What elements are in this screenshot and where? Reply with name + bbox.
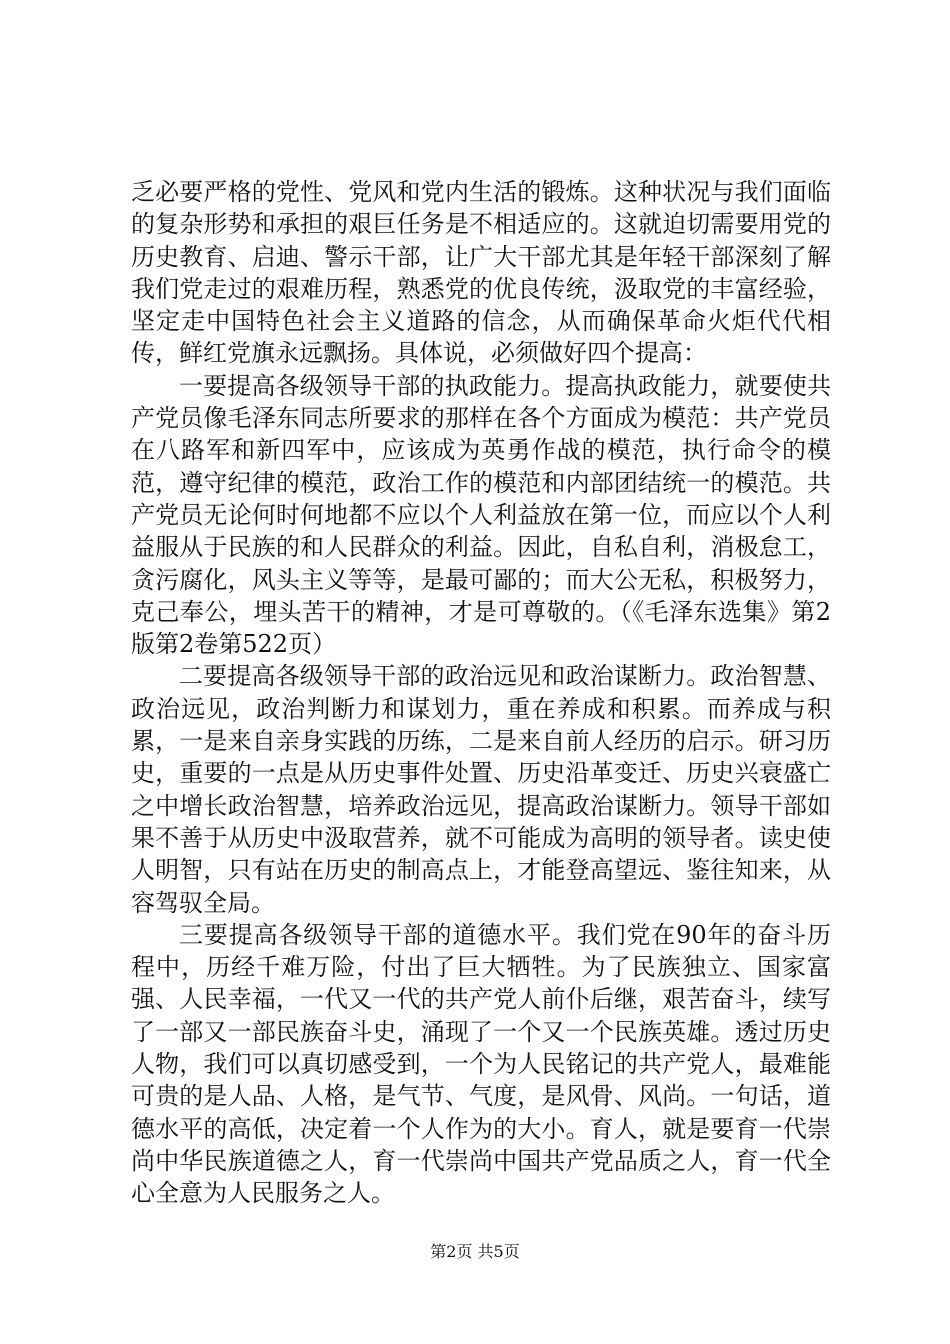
- paragraph-intro: 乏必要严格的党性、党风和党内生活的锻炼。这种状况与我们面临的复杂形势和承担的艰巨任务是不相适应的。这就迫切需要用党的历史教育、启迪、警示干部，让广大干部尤其是年轻干部深刻了解我们党走过的艰难历程，熟悉党的优良传统，汲取党的丰富经验，坚定走中国特色社会主义道路的信念，从而确保革命火炬代代相传，鲜红党旗永远飘扬。具体说，必须做好四个提高：: [131, 178, 831, 368]
- paragraph-point-two: 二要提高各级领导干部的政治远见和政治谋断力。政治智慧、政治远见，政治判断力和谋划力，重在养成和积累。而养成与积累，一是来自亲身实践的历练，二是来自前人经历的启示。研习历史，重要的一点是从历史事件处置、历史沿革变迁、历史兴衰盛亡之中增长政治智慧，培养政治远见，提高政治谋断力。领导干部如果不善于从历史中汲取营养，就不可能成为高明的领导者。读史使人明智，只有站在历史的制高点上，才能登高望远、鉴往知来，从容驾驭全局。: [131, 662, 831, 917]
- paragraph-point-three: 三要提高各级领导干部的道德水平。我们党在90年的奋斗历程中，历经千难万险，付出了巨大牺牲。为了民族独立、国家富强、人民幸福，一代又一代的共产党人前仆后继，艰苦奋斗，续写了一部又一部民族奋斗史，涌现了一个又一个民族英雄。透过历史人物，我们可以真切感受到，一个为人民铭记的共产党人，最难能可贵的是人品、人格，是气节、气度，是风骨、风尚。一句话，道德水平的高低，决定着一个人作为的大小。育人，就是要育一代崇尚中华民族道德之人，育一代崇尚中国共产党品质之人，育一代全心全意为人民服务之人。: [131, 920, 831, 1208]
- paragraph-point-one: 一要提高各级领导干部的执政能力。提高执政能力，就要使共产党员像毛泽东同志所要求的那样在各个方面成为模范：共产党员在八路军和新四军中，应该成为英勇作战的模范，执行命令的模范，遵守纪律的模范，政治工作的模范和内部团结统一的模范。共产党员无论何时何地都不应以个人利益放在第一位，而应以个人利益服从于民族的和人民群众的利益。因此，自私自利，消极怠工，贪污腐化，风头主义等等，是最可鄙的；而大公无私，积极努力，克己奉公，埋头苦干的精神，才是可尊敬的。（《毛泽东选集》第2版第2卷第522页）: [131, 371, 831, 659]
- page-number-footer: 第2页 共5页: [430, 1242, 520, 1261]
- document-body: [131, 176, 831, 1210]
